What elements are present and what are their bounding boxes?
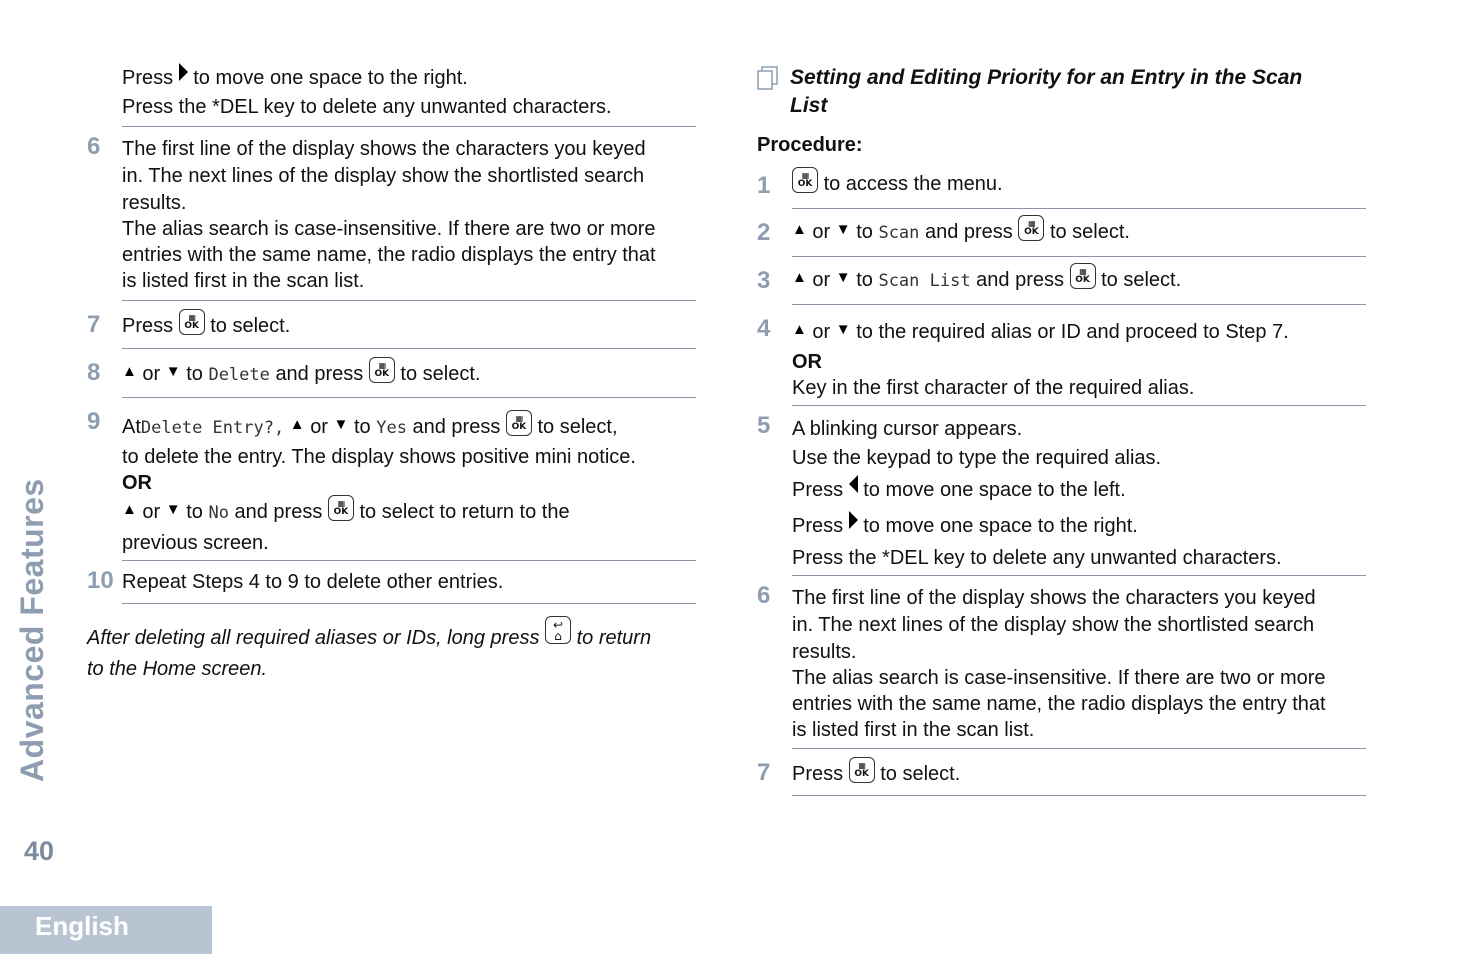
step-number: 3 — [757, 267, 771, 294]
to-text: to — [186, 363, 203, 385]
to-text: to — [353, 416, 371, 438]
up-arrow-icon: ▲ — [122, 501, 137, 518]
right-arrow-icon — [849, 511, 858, 529]
procedure-label: Procedure: — [757, 134, 863, 156]
or-label: OR — [122, 472, 152, 494]
step-text: is listed first in the scan list. — [122, 270, 365, 292]
step-text: previous screen. — [122, 532, 269, 554]
language-tab: English — [0, 906, 212, 954]
ok-key-icon: ▦ OK — [1070, 263, 1096, 289]
or-text: or — [142, 501, 161, 523]
step-text: to the required alias or ID and proceed to Step 7. — [856, 321, 1289, 343]
step-text: Use the keypad to type the required alias. — [792, 447, 1162, 469]
or-text: or — [310, 416, 328, 438]
step-text: Press the *DEL key to delete any unwanted characters. — [792, 547, 1282, 569]
up-arrow-icon: ▲ — [792, 221, 807, 238]
step-text: entries with the same name, the radio displays the entry that — [122, 244, 656, 266]
step-number: 1 — [757, 172, 771, 199]
to-select-text: to select. — [1101, 269, 1182, 291]
ok-key-icon: ▦ OK — [179, 309, 205, 335]
left-arrow-icon — [849, 475, 858, 493]
step-8 — [87, 349, 696, 397]
step-4-line-1 — [792, 317, 1366, 349]
step-text: is listed first in the scan list. — [792, 719, 1035, 741]
option-yes: Yes — [376, 418, 407, 438]
press-label: Press — [122, 315, 174, 337]
step-number: 7 — [757, 759, 771, 786]
divider — [122, 603, 696, 604]
step-6-right — [757, 576, 1366, 748]
section-heading — [790, 64, 1370, 120]
step-text: The alias search is case-insensitive. If there are two or more — [792, 667, 1326, 689]
down-arrow-icon: ▼ — [835, 269, 851, 286]
press-label: Press — [792, 515, 844, 537]
or-label: OR — [792, 351, 822, 373]
ok-key-icon: ▦ OK — [792, 167, 818, 193]
down-arrow-icon: ▼ — [165, 501, 181, 518]
step-6 — [87, 127, 696, 300]
note-text: to return — [576, 627, 652, 649]
step-text: The first line of the display shows the characters you keyed — [792, 587, 1316, 609]
divider — [792, 795, 1366, 796]
step-number: 10 — [87, 567, 114, 594]
step-7-right — [757, 749, 1366, 795]
step-5-right-line — [792, 507, 1366, 545]
heading-line: List — [790, 94, 828, 117]
step-number: 8 — [87, 359, 101, 386]
note-text: After deleting all required aliases or IDs, long press — [87, 627, 540, 649]
step-text: to select. — [210, 315, 291, 337]
step-2 — [757, 209, 1366, 256]
left-column — [87, 64, 696, 604]
step-text: entries with the same name, the radio displays the entry that — [792, 693, 1326, 715]
step-9-line-4 — [122, 496, 696, 530]
step-number: 6 — [87, 133, 101, 160]
step-10 — [87, 561, 696, 603]
after-note-line-1 — [87, 618, 697, 654]
up-arrow-icon: ▲ — [792, 269, 807, 286]
step-text: Repeat Steps 4 to 9 to delete other entries. — [122, 571, 504, 593]
step-number: 6 — [757, 582, 771, 609]
ok-key-icon: ▦ OK — [506, 410, 532, 436]
step-number: 9 — [87, 408, 101, 435]
and-press-text: and press — [234, 501, 323, 523]
step-9 — [87, 398, 696, 560]
step-text: to select. — [880, 763, 961, 785]
step-text: results. — [792, 641, 857, 663]
step-5 — [757, 406, 1366, 575]
step-text: Key in the first character of the required alias. — [792, 377, 1195, 399]
and-press-text: and press — [924, 221, 1013, 243]
ok-key-icon: ▦ OK — [328, 495, 354, 521]
step-number: 4 — [757, 315, 771, 342]
to-select-text: to select. — [1049, 221, 1130, 243]
press-label: Press — [792, 479, 844, 501]
ok-key-icon: ▦ OK — [1018, 215, 1044, 241]
up-arrow-icon: ▲ — [122, 363, 137, 380]
and-press-text: and press — [976, 269, 1064, 291]
page-number: 40 — [24, 836, 55, 866]
menu-item-delete: Delete — [208, 365, 270, 385]
to-text: to — [856, 269, 873, 291]
step-text: to access the menu. — [823, 173, 1003, 195]
ok-key-icon: ▦ OK — [369, 357, 395, 383]
step-number: 5 — [757, 412, 771, 439]
press-label: Press — [122, 67, 174, 89]
intro-text-1: to move one space to the right. — [193, 67, 468, 89]
step-text: results. — [122, 192, 187, 214]
step-text: to delete the entry. The display shows positive mini notice. — [122, 446, 636, 468]
down-arrow-icon: ▼ — [835, 221, 851, 238]
procedure-icon — [757, 66, 779, 90]
section-title-vertical — [14, 470, 54, 782]
press-label: Press — [792, 763, 844, 785]
and-press-text: and press — [412, 416, 501, 438]
at-text: At — [122, 416, 141, 438]
step-7 — [87, 301, 696, 348]
option-no: No — [208, 503, 229, 523]
menu-item-scan-list: Scan List — [878, 271, 971, 291]
or-text: or — [812, 221, 831, 243]
intro-line-1 — [122, 64, 696, 92]
down-arrow-icon: ▼ — [333, 416, 349, 433]
step-3 — [757, 257, 1366, 304]
or-text: or — [812, 269, 831, 291]
step-text: The first line of the display shows the characters you keyed — [122, 138, 646, 160]
step-number: 2 — [757, 219, 771, 246]
to-text: to — [186, 501, 203, 523]
step-text: A blinking cursor appears. — [792, 418, 1023, 440]
step-text: in. The next lines of the display show the shortlisted search — [792, 614, 1315, 636]
home-key-icon: ↩ ⌂ — [545, 616, 571, 644]
step-9-line-1 — [122, 412, 696, 444]
down-arrow-icon: ▼ — [165, 363, 181, 380]
ok-key-icon: ▦ OK — [849, 757, 875, 783]
section-title-text: Advanced Features — [14, 478, 50, 782]
prompt-delete-entry: Delete Entry?, — [140, 418, 285, 438]
heading-line: Setting and Editing Priority for an Entry in the Scan — [790, 66, 1303, 89]
step-1 — [757, 168, 1366, 208]
to-select-text: to select, — [537, 416, 618, 438]
note-text: to the Home screen. — [87, 658, 268, 680]
step-text: to select to return to the — [359, 501, 570, 523]
intro-line-2: Press the *DEL key to delete any unwanted characters. — [122, 96, 612, 118]
step-4 — [757, 305, 1366, 405]
step-text: in. The next lines of the display show the shortlisted search — [122, 165, 645, 187]
menu-item-scan: Scan — [878, 223, 920, 243]
step-5-left-line — [792, 473, 1366, 507]
step-text: to move one space to the right. — [863, 515, 1138, 537]
or-text: or — [142, 363, 161, 385]
and-press-text: and press — [275, 363, 364, 385]
step-text: to move one space to the left. — [863, 479, 1126, 501]
to-select-text: to select. — [400, 363, 481, 385]
right-arrow-icon — [179, 63, 188, 81]
to-text: to — [856, 221, 873, 243]
after-note — [87, 618, 697, 685]
step-number: 7 — [87, 311, 101, 338]
down-arrow-icon: ▼ — [835, 321, 851, 338]
or-text: or — [812, 321, 831, 343]
step-text: The alias search is case-insensitive. If there are two or more — [122, 218, 656, 240]
right-column — [757, 168, 1366, 796]
up-arrow-icon: ▲ — [792, 321, 807, 338]
up-arrow-icon: ▲ — [289, 416, 305, 433]
